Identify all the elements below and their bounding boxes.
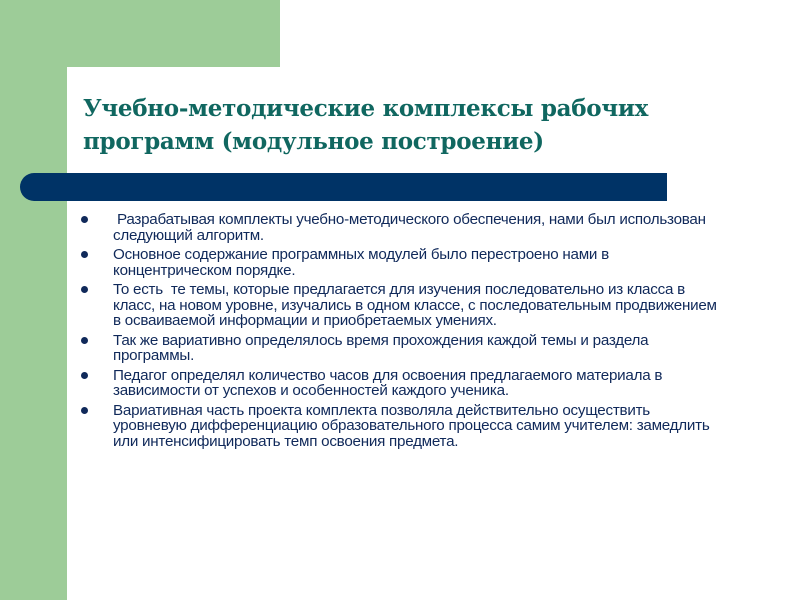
bullet-text: Педагог определял количество часов для освоения предлагаемого материала в зависимости от успехов и особенностей каждого ученика. [113,366,667,399]
bullet-dot-icon [81,251,88,258]
slide-title: Учебно-методические комплексы рабочих программ (модульное построение) [83,95,649,155]
bullet-text: Разрабатывая комплекты учебно-методического обеспечения, нами был использован следующий алгоритм. [113,211,710,244]
bullet-item [80,247,720,278]
bullet-list [80,212,720,453]
bullet-item [80,212,720,243]
title-underline-bar [20,173,667,201]
bullet-dot-icon [81,286,88,293]
bullet-item [80,403,720,450]
bullet-dot-icon [81,372,88,379]
bullet-text: Вариативная часть проекта комплекта позволяла действительно осуществить уровневую дифференциацию образовательного процесса самим учителем: замедлить или интенсифицировать темп освоения предмета. [113,401,714,450]
bullet-item [80,282,720,329]
bullet-dot-icon [81,216,88,223]
bullet-text: Основное содержание программных модулей было перестроено нами в концентрическом порядке. [113,246,613,279]
bullet-item [80,368,720,399]
bullet-text: Так же вариативно определялось время прохождения каждой темы и раздела программы. [113,331,653,364]
green-accent-left-strip [0,0,67,600]
bullet-dot-icon [81,407,88,414]
bullet-text: То есть те темы, которые предлагается для изучения последовательно из класса в класс, на новом уровне, изучались в одном классе, с последовательным продвижением в осваиваемой информации и приобретаемых умениях. [113,281,721,329]
bullet-dot-icon [81,337,88,344]
bullet-item [80,333,720,364]
